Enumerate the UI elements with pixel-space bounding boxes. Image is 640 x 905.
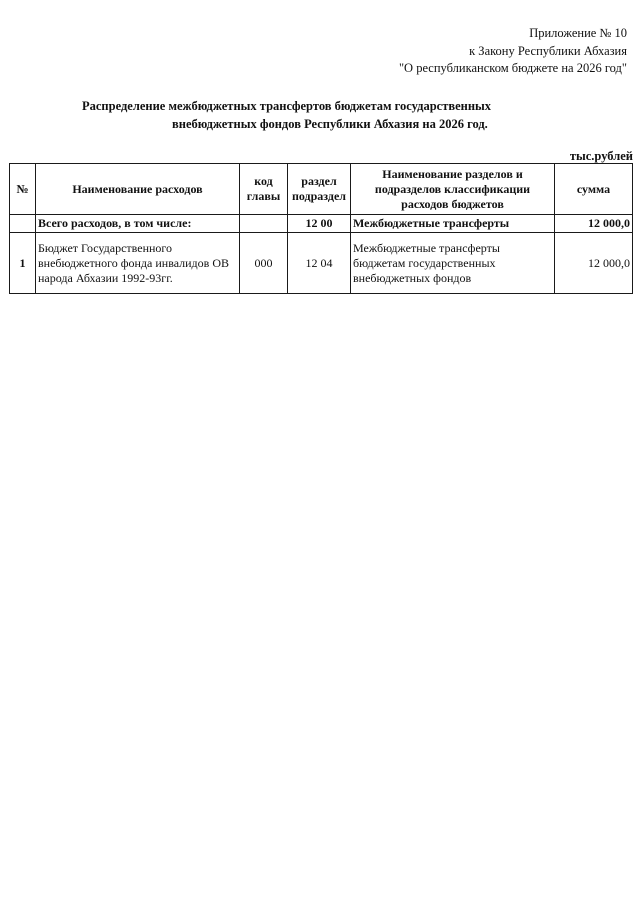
table-row <box>10 233 633 294</box>
total-code <box>240 215 288 233</box>
appendix-header <box>399 25 627 78</box>
header-expense-name: Наименование расходов <box>36 164 240 215</box>
document-title-line-1: Распределение межбюджетных трансфертов бюджетам государственных <box>82 99 492 113</box>
header-sum: сумма <box>555 164 633 215</box>
row-section: 12 04 <box>288 233 351 294</box>
header-section: раздел подраздел <box>288 164 351 215</box>
header-classification: Наименование разделов и подразделов классификации расходов бюджетов <box>351 164 555 215</box>
appendix-law-title: "О республиканском бюджете на 2026 год" <box>398 61 627 75</box>
table-row-total <box>10 215 633 233</box>
budget-table <box>9 163 633 294</box>
row-classification: Межбюджетные трансферты бюджетам государственных внебюджетных фондов <box>351 233 555 294</box>
document-title-line-2: внебюджетных фондов Республики Абхазия на 2026 год. <box>172 117 488 131</box>
row-sum: 12 000,0 <box>555 233 633 294</box>
total-sum: 12 000,0 <box>555 215 633 233</box>
row-number: 1 <box>10 233 36 294</box>
total-classification: Межбюджетные трансферты <box>351 215 555 233</box>
appendix-number: Приложение № 10 <box>529 26 627 40</box>
units-label: тыс.рублей <box>569 149 633 163</box>
row-chapter-code: 000 <box>240 233 288 294</box>
total-number-cell <box>10 215 36 233</box>
total-section: 12 00 <box>288 215 351 233</box>
total-name: Всего расходов, в том числе: <box>36 215 240 233</box>
header-chapter-code: код главы <box>240 164 288 215</box>
appendix-law: к Закону Республики Абхазия <box>469 43 627 58</box>
header-number: № <box>10 164 36 215</box>
table-header-row <box>10 164 633 215</box>
row-expense-name: Бюджет Государственного внебюджетного фонда инвалидов ОВ народа Абхазии 1992-93гг. <box>36 233 240 294</box>
